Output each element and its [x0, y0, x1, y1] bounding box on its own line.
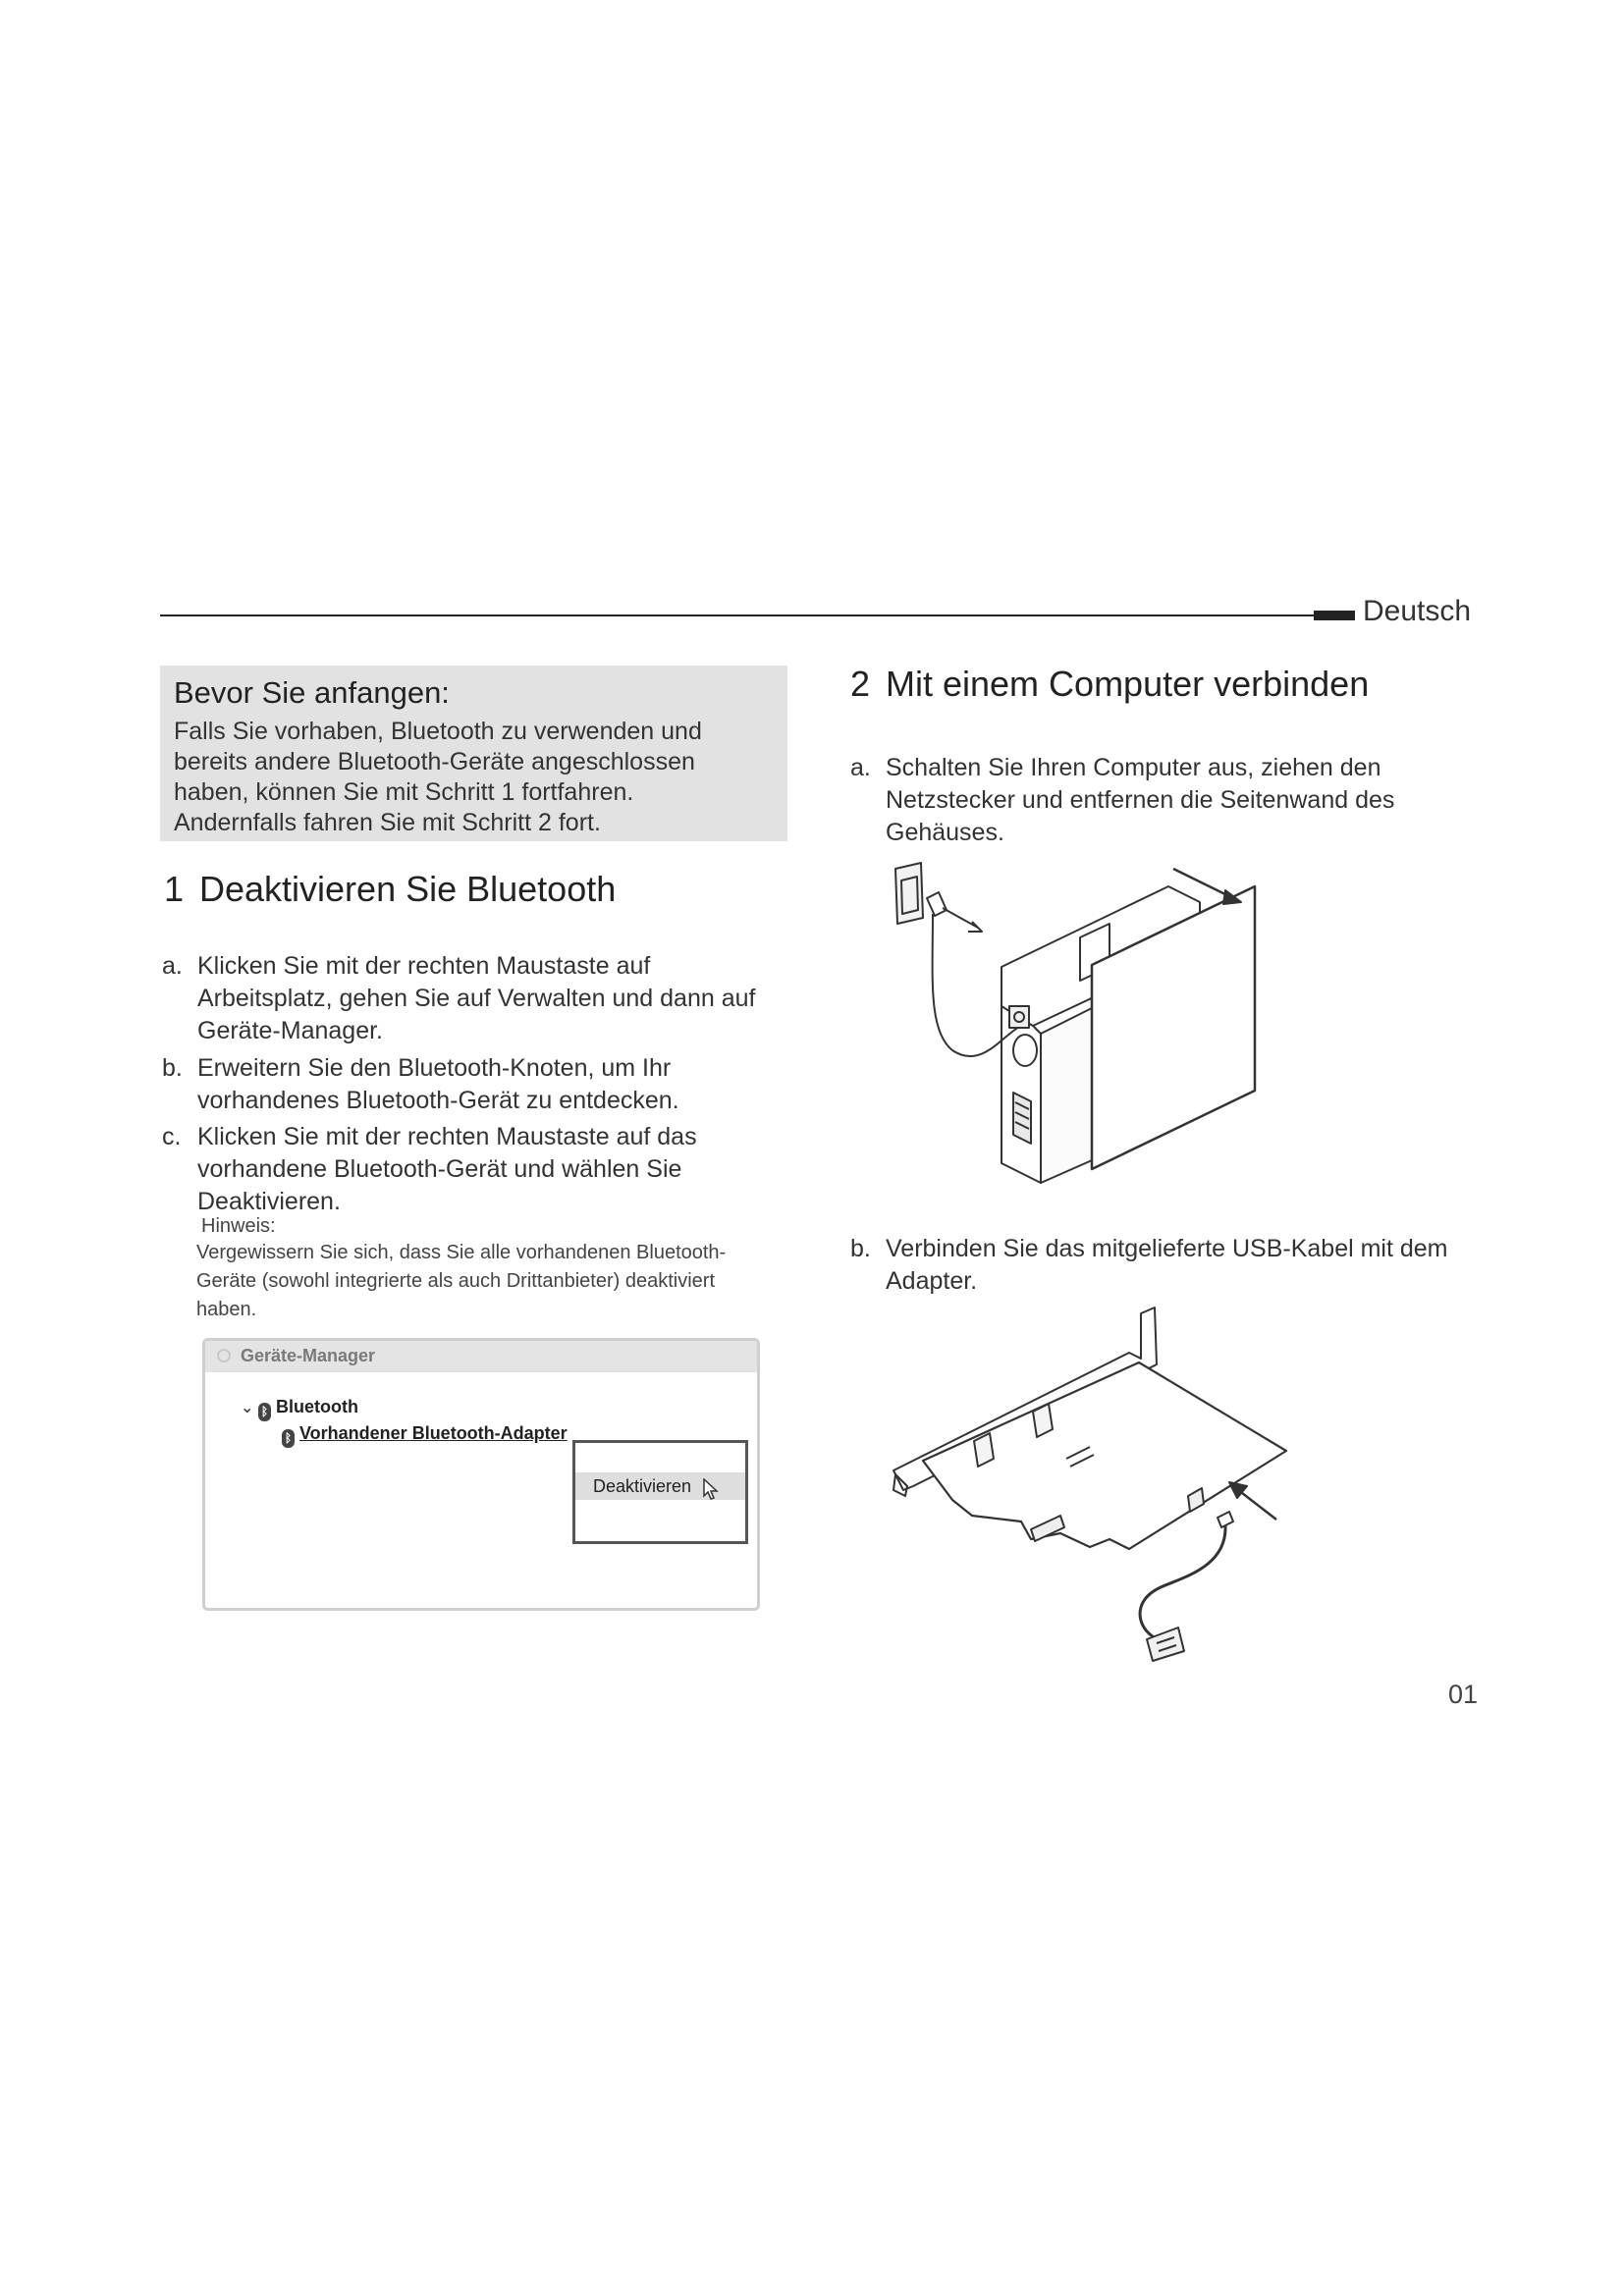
section2-title: Mit einem Computer verbinden — [886, 664, 1370, 704]
bluetooth-adapter-item[interactable] — [282, 1423, 568, 1448]
bluetooth-node[interactable] — [241, 1397, 358, 1421]
device-manager-window — [202, 1338, 760, 1611]
section2-step-a — [850, 752, 1498, 850]
device-manager-icon — [217, 1349, 231, 1362]
section2-number: 2 — [850, 664, 871, 704]
device-manager-titlebar — [205, 1341, 757, 1372]
bluetooth-node-label: Bluetooth — [276, 1397, 358, 1416]
bluetooth-icon: ᛒ — [258, 1403, 271, 1421]
before-start-box — [160, 666, 787, 841]
section2-step-b — [850, 1233, 1498, 1298]
step-label: b. — [162, 1054, 183, 1082]
section1-step-a — [162, 950, 790, 1048]
cursor-icon — [703, 1478, 721, 1500]
step-text: Klicken Sie mit der rechten Maustaste auf Arbeitsplatz, gehen Sie auf Verwalten und dann auf Geräte-Manager. — [197, 952, 756, 1044]
menu-item-deactivate-label: Deaktivieren — [593, 1476, 692, 1496]
step-label: c. — [162, 1123, 182, 1150]
context-menu — [572, 1440, 748, 1544]
step-label: a. — [162, 952, 183, 980]
step-text: Erweitern Sie den Bluetooth-Knoten, um Ihr vorhandenes Bluetooth-Gerät zu entdecken. — [197, 1054, 679, 1114]
section1-heading — [164, 869, 616, 910]
step-text: Klicken Sie mit der rechten Maustaste auf das vorhandene Bluetooth-Gerät und wählen Sie Deaktivieren. — [197, 1123, 697, 1215]
bluetooth-icon: ᛒ — [282, 1429, 295, 1448]
section1-number: 1 — [164, 869, 185, 909]
page-number: 01 — [1448, 1680, 1479, 1709]
section1-step-c — [162, 1121, 790, 1219]
step-label: b. — [850, 1235, 871, 1262]
header-rule — [160, 614, 1319, 616]
step-label: a. — [850, 754, 871, 781]
bluetooth-adapter-label: Vorhandener Bluetooth-Adapter — [299, 1423, 568, 1443]
header-rule-tab — [1314, 611, 1355, 620]
computer-case-illustration — [884, 859, 1276, 1222]
section1-step-b — [162, 1052, 790, 1117]
hint-label: Hinweis: — [201, 1215, 276, 1237]
section1-title: Deaktivieren Sie Bluetooth — [199, 869, 617, 909]
chevron-down-icon[interactable]: ⌄ — [241, 1400, 254, 1416]
section2-heading — [850, 664, 1369, 705]
language-label: Deutsch — [1363, 595, 1472, 627]
before-start-text: Falls Sie vorhaben, Bluetooth zu verwenden und bereits andere Bluetooth-Geräte angeschlossen haben, können Sie mit Schritt 1 fortfahren. Andernfalls fahren Sie mit Schritt 2 fort. — [174, 718, 702, 836]
step-text: Schalten Sie Ihren Computer aus, ziehen den Netzstecker und entfernen die Seitenwand des Gehäuses. — [886, 754, 1395, 846]
device-manager-title: Geräte-Manager — [241, 1346, 376, 1365]
before-start-title: Bevor Sie anfangen: — [174, 675, 450, 710]
hint-text: Vergewissern Sie sich, dass Sie alle vorhandenen Bluetooth- Geräte (sowohl integrierte als auch Drittanbieter) deaktiviert haben. — [196, 1242, 727, 1320]
menu-item-deactivate[interactable] — [575, 1472, 745, 1500]
pci-card-illustration — [884, 1294, 1296, 1667]
step-text: Verbinden Sie das mitgelieferte USB-Kabel mit dem Adapter. — [886, 1235, 1448, 1295]
